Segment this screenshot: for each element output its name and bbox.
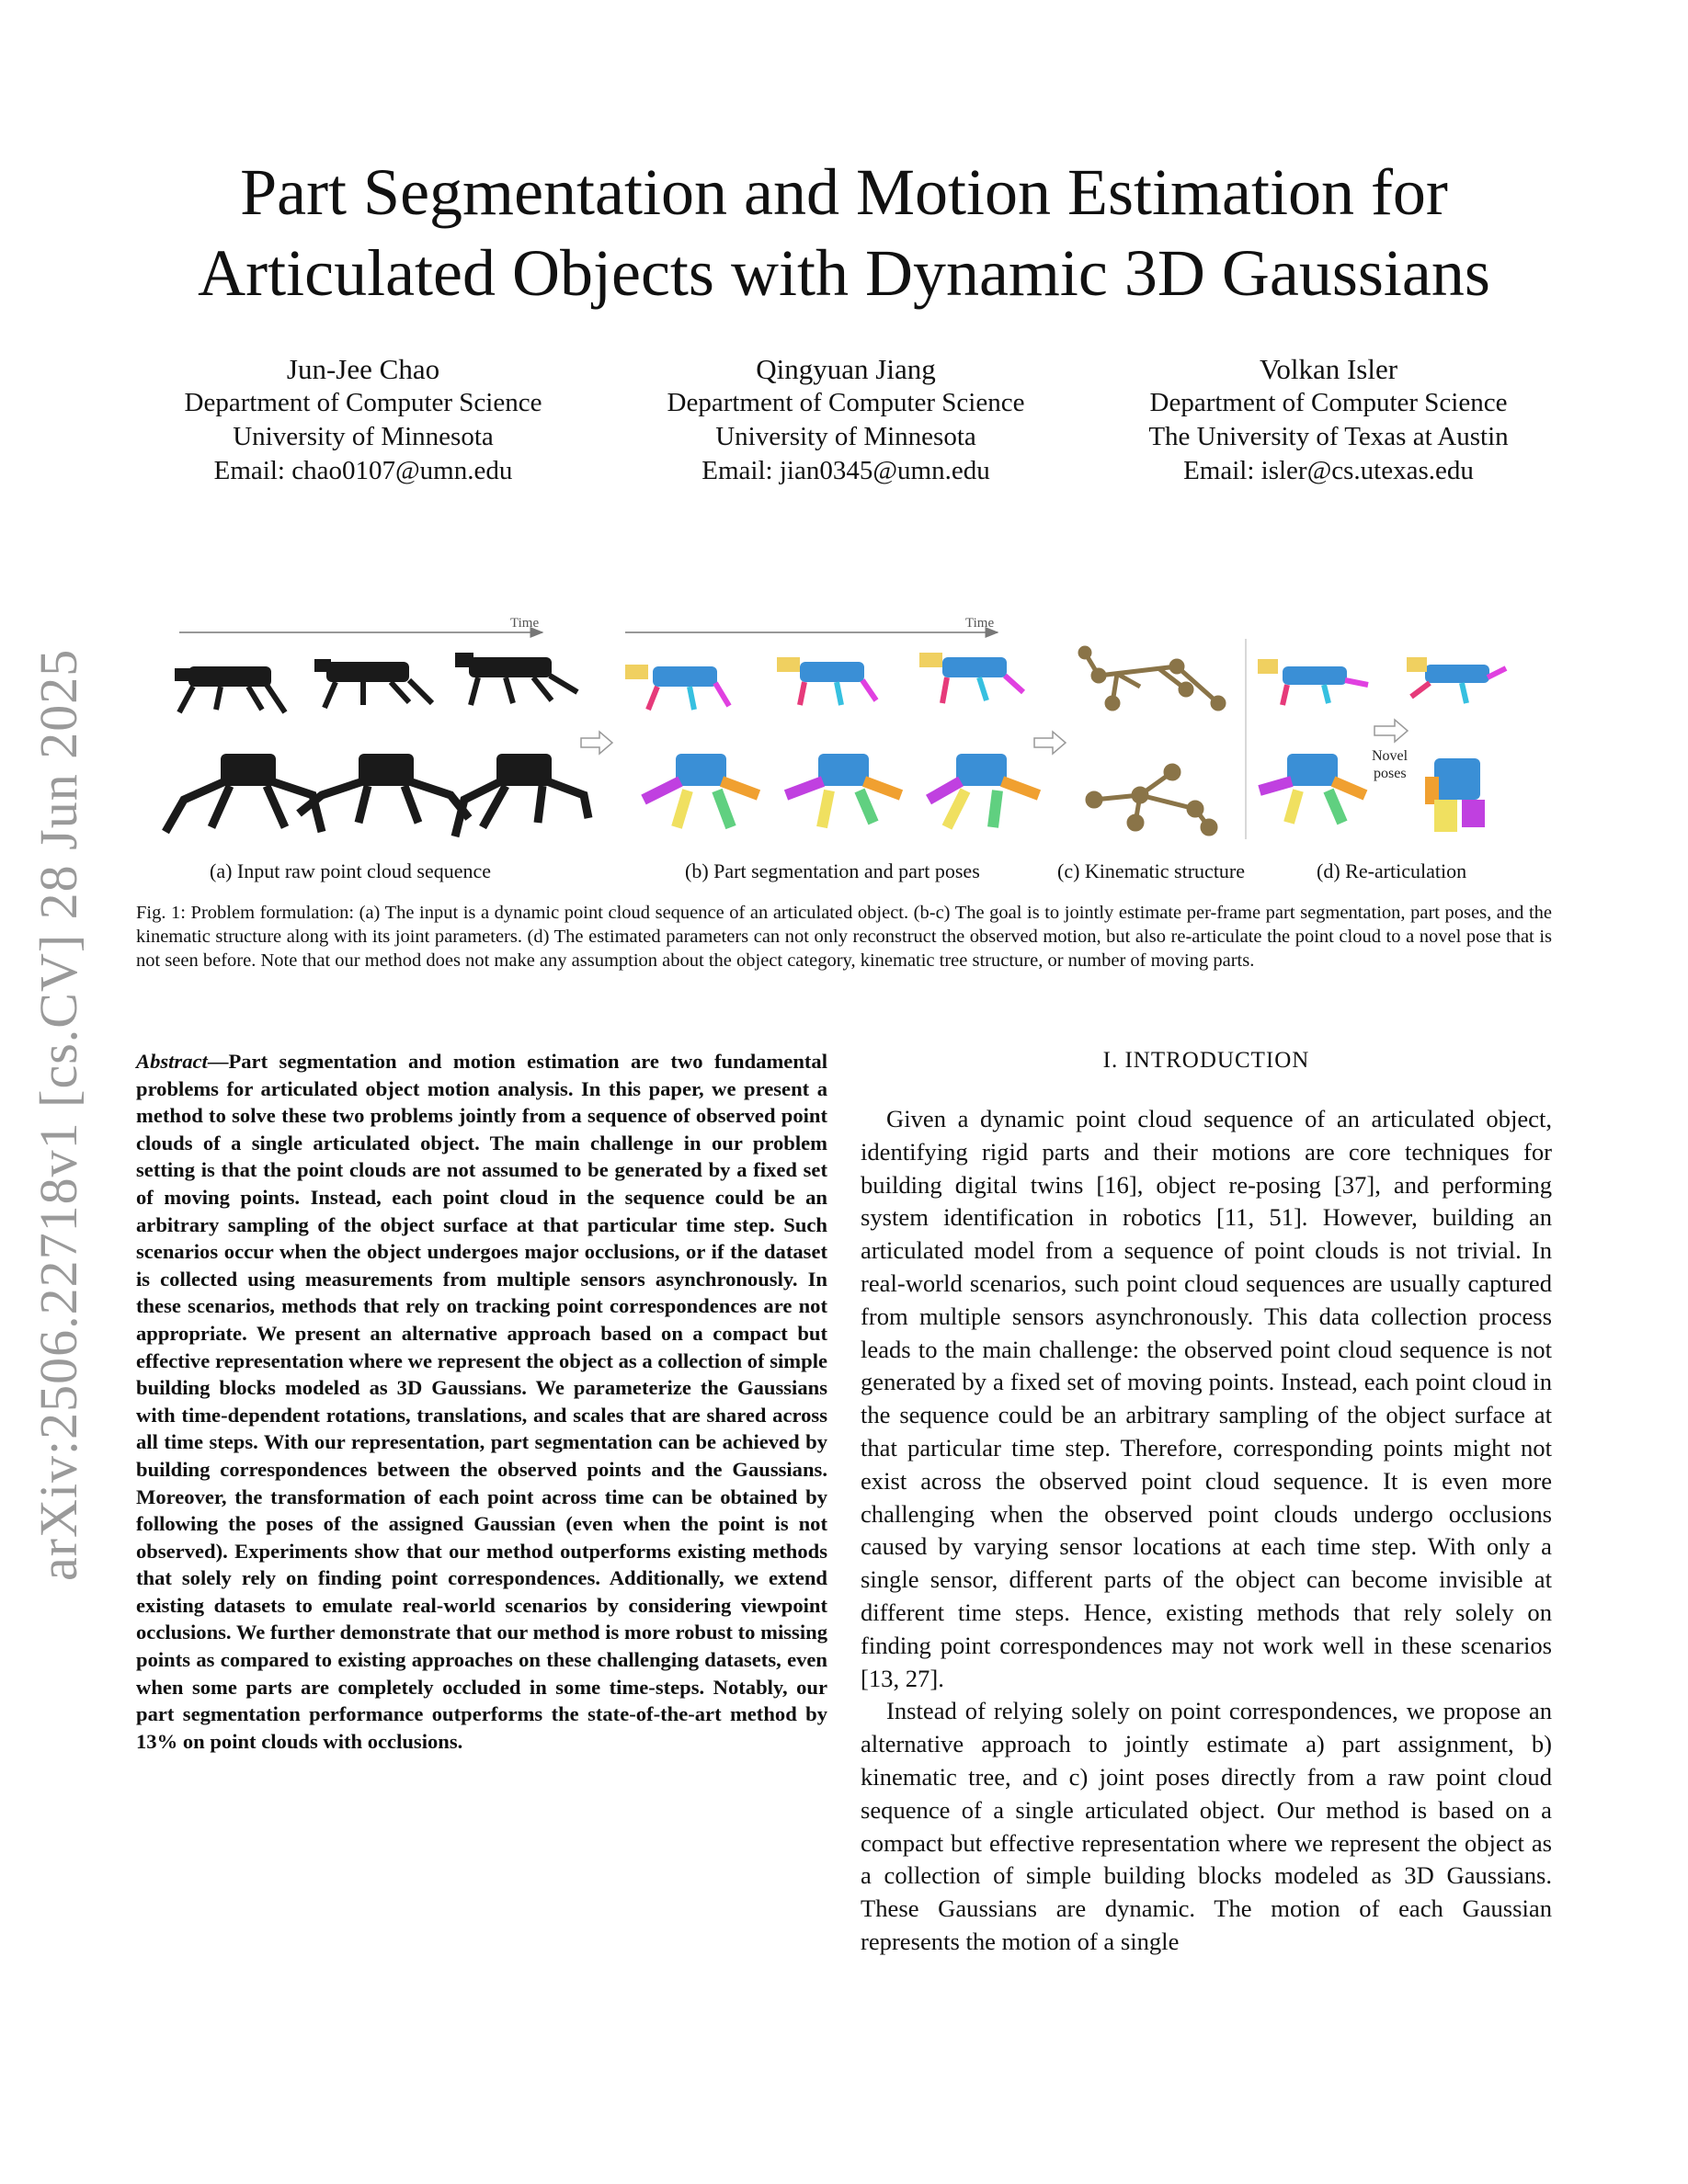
author-block bbox=[147, 352, 1545, 488]
rearticulated-quadruped-1 bbox=[1258, 659, 1368, 705]
raw-crab-3 bbox=[455, 754, 588, 836]
seg-crab-2 bbox=[786, 754, 901, 827]
author-email: Email: jian0345@umn.edu bbox=[701, 456, 990, 485]
figure-caption: Fig. 1: Problem formulation: (a) The input is a dynamic point cloud sequence of an articulated object. (b-c) The goal is to jointly estimate per-frame part segmentation, part poses, and the kinematic structure along with its joint parameters. (d) The estimated parameters can not only reconstruct the observed motion, but also re-articulate the point cloud to a novel pose that is not seen before. Note that our method does not make any assumption about the object category, kinematic tree structure, or number of moving parts. bbox=[136, 903, 1552, 971]
raw-crab-2 bbox=[299, 754, 469, 823]
rearticulated-crab-1 bbox=[1260, 754, 1365, 823]
intro-paragraph-2: Instead of relying solely on point correspondences, we propose an alternative approach to jointly estimate a) part assignment, b) kinematic tree, and c) joint poses directly from a raw point cloud sequence of a single articulated object. Our method is based on a compact but effective representation where we represent the object as a collection of simple building blocks modeled as 3D Gaussians. These Gaussians are dynamic. The motion of each Gaussian represents the motion of a single bbox=[861, 1697, 1552, 1955]
raw-quadruped-2 bbox=[314, 659, 432, 708]
seg-quadruped-3 bbox=[919, 653, 1023, 703]
novel-label-2: poses bbox=[1374, 766, 1407, 781]
subcaption-a: (a) Input raw point cloud sequence bbox=[210, 859, 492, 882]
subcaption-d: (d) Re-articulation bbox=[1317, 859, 1467, 882]
figure-1 bbox=[138, 602, 1550, 887]
title-line-1: Part Segmentation and Motion Estimation for bbox=[240, 155, 1448, 229]
subcaption-b: (b) Part segmentation and part poses bbox=[685, 859, 980, 882]
author-dept: Department of Computer Science bbox=[667, 388, 1025, 417]
raw-quadruped-3 bbox=[455, 653, 577, 705]
rearticulation-group bbox=[1258, 657, 1506, 832]
author-3 bbox=[1112, 352, 1545, 488]
author-dept: Department of Computer Science bbox=[1149, 388, 1508, 417]
author-univ: University of Minnesota bbox=[233, 422, 494, 451]
arxiv-side-stamp: arXiv:2506.22718v1 [cs.CV] 28 Jun 2025 bbox=[29, 648, 88, 1581]
raw-crab-1 bbox=[165, 754, 322, 832]
time-label-a: Time bbox=[510, 616, 540, 631]
kinematic-group bbox=[1080, 648, 1224, 834]
author-dept: Department of Computer Science bbox=[184, 388, 542, 417]
rearticulated-crab-2 bbox=[1425, 758, 1485, 832]
flow-arrow-1 bbox=[581, 732, 612, 754]
author-email: Email: chao0107@umn.edu bbox=[213, 456, 513, 485]
figure-1-illustration bbox=[138, 602, 1550, 850]
raw-pointcloud-group bbox=[165, 653, 588, 836]
abstract-lead: Abstract bbox=[136, 1050, 208, 1073]
rearticulated-quadruped-2 bbox=[1407, 657, 1506, 703]
author-email: Email: isler@cs.utexas.edu bbox=[1183, 456, 1474, 485]
seg-crab-1 bbox=[644, 754, 758, 827]
kinematic-crab bbox=[1088, 766, 1215, 834]
flow-arrow-2 bbox=[1034, 732, 1066, 754]
novel-poses-arrow bbox=[1374, 720, 1408, 742]
subcaption-c: (c) Kinematic structure bbox=[1057, 859, 1246, 882]
seg-quadruped-1 bbox=[625, 665, 729, 710]
author-univ: University of Minnesota bbox=[715, 422, 976, 451]
time-label-b: Time bbox=[965, 616, 995, 631]
author-name: Volkan Isler bbox=[1259, 353, 1398, 385]
raw-quadruped-1 bbox=[175, 666, 285, 712]
novel-label-1: Novel bbox=[1372, 748, 1409, 764]
abstract-body: —Part segmentation and motion estimation are two fundamental problems for articulated object motion analysis. In this paper, we present a method to solve these two problems jointly from a sequence of observed point clouds of a single articulated object. The main challenge in our problem setting is that the point clouds are not assumed to be generated by a fixed set of moving points. Instead, each point cloud in the sequence could be an arbitrary sampling of the object surface at that particular time step. Such scenarios occur when the object undergoes major occlusions, or if the dataset is collected using measurements from multiple sensors asynchronously. In these scenarios, methods that rely on tracking point correspondences are not appropriate. We present an alternative approach based on a compact but effective representation where we represent the object as a collection of simple building blocks modeled as 3D Gaussians. We parameterize the Gaussians with time-dependent rotations, translations, and scales that are shared across all time steps. With our representation, part segmentation can be achieved by building correspondences between the observed points and the Gaussians. Moreover, the transformation of each point across time can be obtained by following the poses of the assigned Gaussian (even when the point is not observed). Experiments show that our method outperforms existing methods that solely rely on finding point correspondences. Additionally, we extend existing datasets to emulate real-world scenarios by considering viewpoint occlusions. We further demonstrate that our method is more robust to missing points as compared to existing approaches on these challenging datasets, even when some parts are completely occluded in some time-steps. Notably, our part segmentation performance outperforms the state-of-the-art method by 13% on point clouds with occlusions. bbox=[136, 1050, 827, 1753]
section-heading: I. INTRODUCTION bbox=[1102, 1048, 1310, 1073]
introduction bbox=[861, 1103, 1552, 1959]
title-line-2: Articulated Objects with Dynamic 3D Gaussians bbox=[198, 236, 1490, 310]
paper-title bbox=[138, 152, 1550, 313]
intro-paragraph-1: Given a dynamic point cloud sequence of an articulated object, identifying rigid parts and their motions are core techniques for building digital twins [16], object re-posing [37], and performing system identification in robotics [11, 51]. However, building an articulated model from a sequence of point clouds is not trivial. In real-world scenarios, such point cloud sequences are usually captured from multiple sensors asynchronously. This data collection process leads to the main challenge: the observed point cloud sequence is not generated by a fixed set of moving points. Instead, each point cloud in the sequence could be an arbitrary sampling of the object surface at that particular time step. Therefore, corresponding points might not exist across the observed point cloud sequence. It is even more challenging when the observed point clouds undergo occlusions caused by varying sensor locations at each time step. With only a single sensor, different parts of the object can become invisible at different time steps. Hence, existing methods that rely solely on finding point correspondences may not work well in these scenarios [13, 27]. bbox=[861, 1105, 1552, 1692]
author-1 bbox=[147, 352, 579, 488]
abstract bbox=[136, 1048, 827, 1755]
author-2 bbox=[630, 352, 1062, 488]
kinematic-quadruped bbox=[1080, 648, 1224, 709]
author-name: Jun-Jee Chao bbox=[286, 353, 440, 385]
seg-crab-3 bbox=[929, 754, 1039, 827]
author-name: Qingyuan Jiang bbox=[756, 353, 936, 385]
segmented-group bbox=[625, 653, 1039, 827]
seg-quadruped-2 bbox=[777, 657, 876, 705]
author-univ: The University of Texas at Austin bbox=[1148, 422, 1509, 451]
